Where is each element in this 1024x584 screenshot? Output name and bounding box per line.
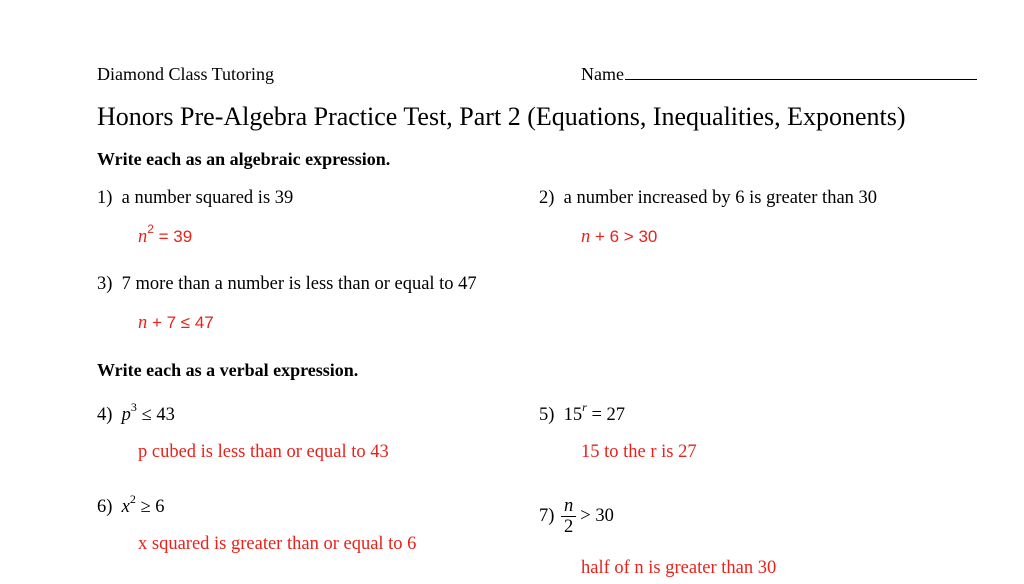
problem-rest: ≤ 43 [136,405,175,425]
problem-variable: p [121,405,131,425]
problem-1 [97,188,293,209]
problem-number: 3) [97,274,113,294]
answer-rest: + 6 > 30 [590,227,658,246]
problem-2 [539,188,877,209]
answer-exponent: 2 [147,222,154,236]
problem-5 [539,400,626,426]
organization-name: Diamond Class Tutoring [97,64,275,84]
section-heading-algebraic: Write each as an algebraic expression. [97,149,391,169]
problem-base: 15 [563,405,583,425]
answer-5: 15 to the r is 27 [581,442,697,462]
fraction [561,496,576,537]
answer-variable: n [138,313,148,333]
answer-2 [581,227,657,248]
problem-number: 4) [97,405,113,425]
problem-7 [539,496,614,537]
problem-number: 7) [539,506,555,526]
fraction-denominator: 2 [561,516,576,537]
problem-rest: ≥ 6 [135,497,165,517]
answer-4: p cubed is less than or equal to 43 [138,442,389,462]
problem-text: a number increased by 6 is greater than 30 [563,188,878,208]
problem-rest: = 27 [586,405,626,425]
section-heading-verbal: Write each as a verbal expression. [97,360,359,380]
answer-3 [138,313,214,334]
answer-variable: n [138,227,148,247]
problem-text: a number squared is 39 [121,188,294,208]
answer-1 [138,222,193,248]
problem-variable: x [121,497,130,517]
problem-exponent: 2 [129,492,136,506]
name-blank-line[interactable] [625,65,977,80]
answer-7: half of n is greater than 30 [581,558,777,578]
name-field[interactable] [581,64,977,85]
problem-6 [97,492,165,518]
problem-number: 5) [539,405,555,425]
problem-text: 7 more than a number is less than or equal to 47 [121,274,477,294]
problem-exponent: 3 [130,400,137,414]
problem-rest: > 30 [580,506,614,526]
page-title: Honors Pre-Algebra Practice Test, Part 2 (Equations, Inequalities, Exponents) [97,102,906,131]
problem-4 [97,400,175,426]
answer-variable: n [581,227,591,247]
fraction-numerator: n [564,496,574,516]
name-label: Name [581,64,624,84]
answer-rest: + 7 ≤ 47 [147,313,214,332]
answer-6: x squared is greater than or equal to 6 [138,534,417,554]
problem-number: 1) [97,188,113,208]
problem-3 [97,274,477,295]
answer-rest: = 39 [153,227,193,246]
problem-number: 6) [97,497,113,517]
problem-exponent: r [582,400,587,414]
problem-number: 2) [539,188,555,208]
